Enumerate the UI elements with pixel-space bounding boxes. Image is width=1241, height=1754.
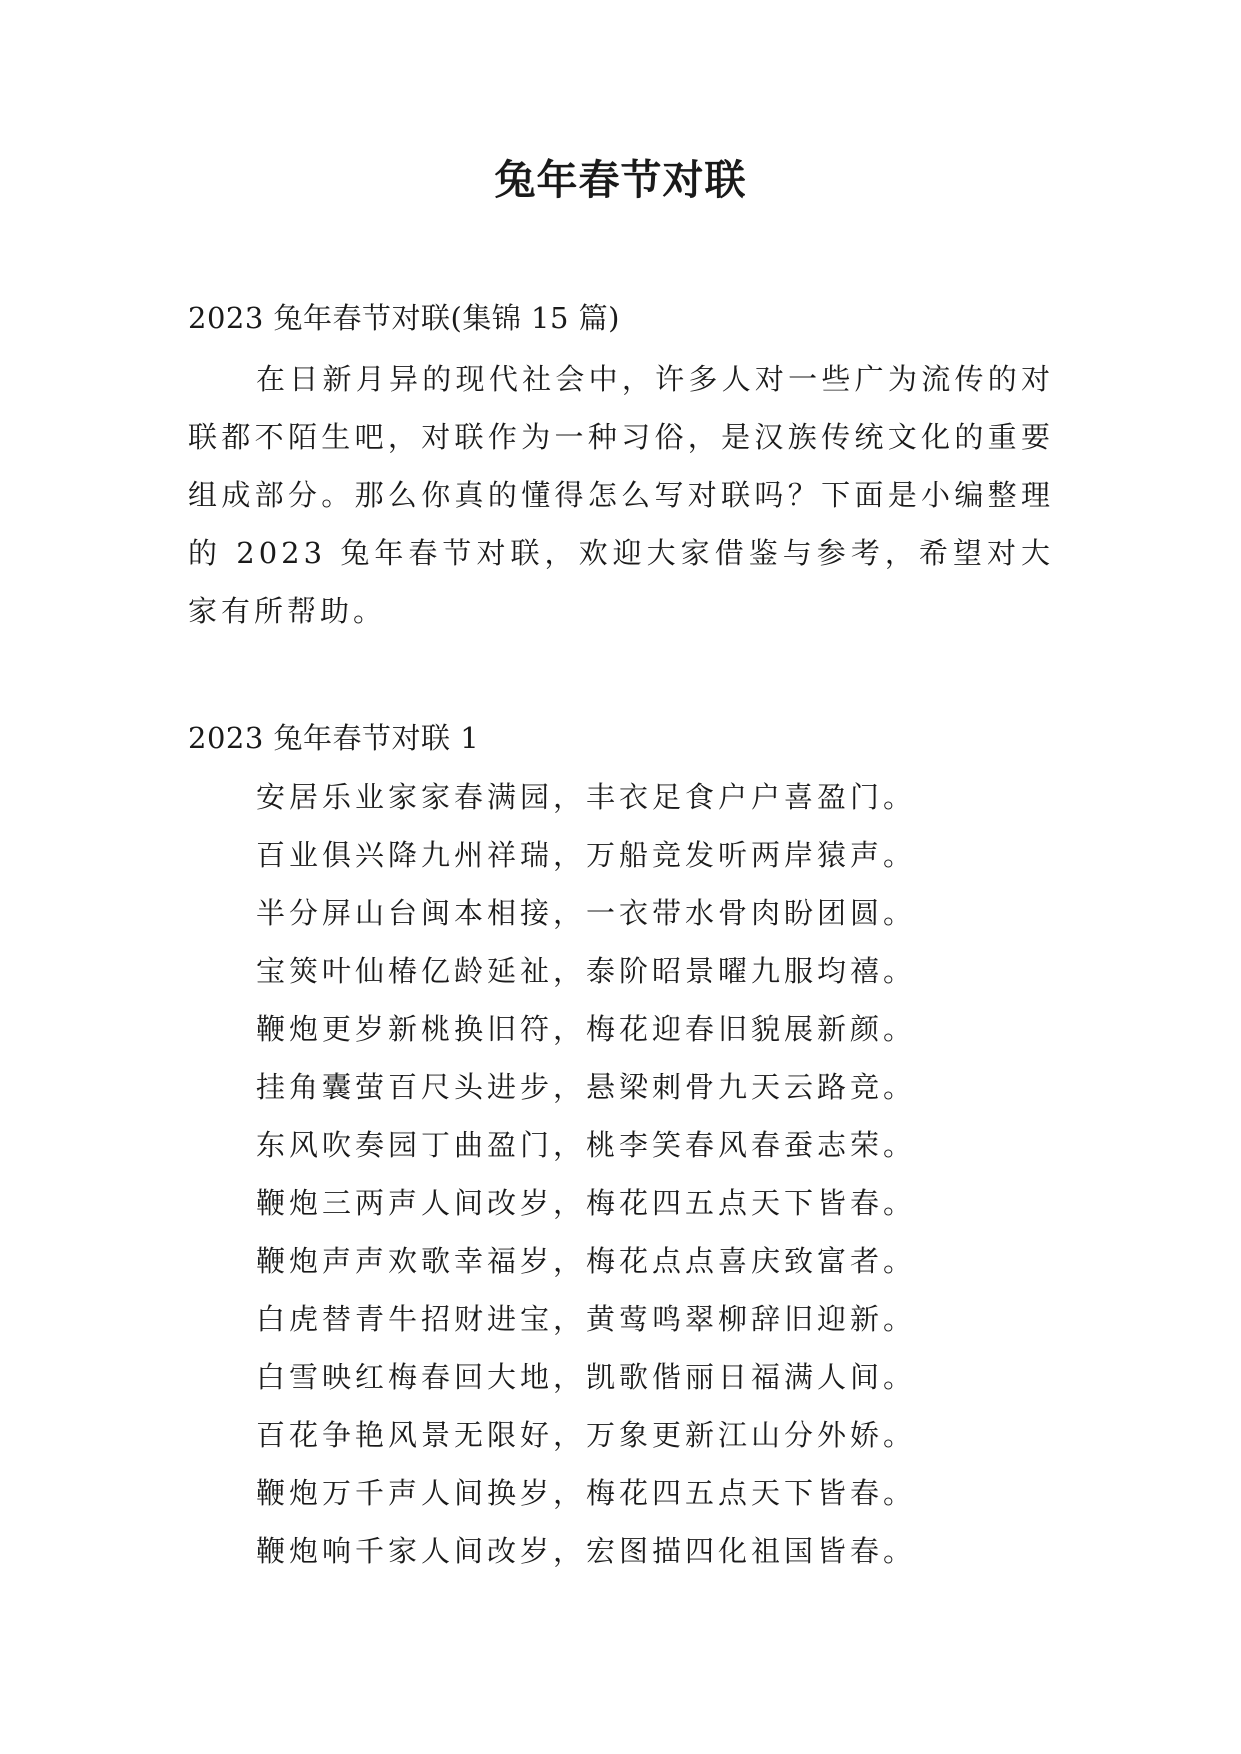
couplet-line: 东风吹奏园丁曲盈门，桃李笑春风春蚕志荣。: [256, 1128, 917, 1162]
couplet-line: 鞭炮响千家人间改岁，宏图描四化祖国皆春。: [256, 1534, 917, 1568]
couplet-line: 宝筴叶仙椿亿龄延祉，泰阶昭景曜九服均禧。: [256, 954, 917, 988]
couplet-line: 安居乐业家家春满园，丰衣足食户户喜盈门。: [256, 780, 917, 814]
document-title: 兔年春节对联: [494, 156, 747, 204]
couplet-line: 白雪映红梅春回大地，凯歌偕丽日福满人间。: [256, 1360, 917, 1394]
couplet-line: 挂角囊萤百尺头进步，悬梁刺骨九天云路竞。: [256, 1070, 917, 1104]
couplet-line: 百花争艳风景无限好，万象更新江山分外娇。: [256, 1418, 917, 1452]
couplet-line: 鞭炮三两声人间改岁，梅花四五点天下皆春。: [256, 1186, 917, 1220]
couplet-line: 半分屏山台闽本相接，一衣带水骨肉盼团圆。: [256, 896, 917, 930]
document-subtitle: 2023 兔年春节对联(集锦 15 篇): [188, 301, 620, 335]
couplet-line: 鞭炮声声欢歌幸福岁，梅花点点喜庆致富者。: [256, 1244, 917, 1278]
section-heading: 2023 兔年春节对联 1: [188, 721, 480, 755]
couplet-line: 白虎替青牛招财进宝，黄莺鸣翠柳辞旧迎新。: [256, 1302, 917, 1336]
document-body: [188, 290, 1054, 1580]
couplet-list: [188, 768, 1054, 1580]
couplet-line: 鞭炮万千声人间换岁，梅花四五点天下皆春。: [256, 1476, 917, 1510]
couplet-line: 百业俱兴降九州祥瑞，万船竞发听两岸猿声。: [256, 838, 917, 872]
couplet-line: 鞭炮更岁新桃换旧符，梅花迎春旧貌展新颜。: [256, 1012, 917, 1046]
intro-paragraph: 在日新月异的现代社会中，许多人对一些广为流传的对联都不陌生吧，对联作为一种习俗，是汉族传统文化的重要组成部分。那么你真的懂得怎么写对联吗？下面是小编整理的 2023 兔年春节对联，欢迎大家借鉴与参考，希望对大家有所帮助。: [188, 362, 1054, 628]
